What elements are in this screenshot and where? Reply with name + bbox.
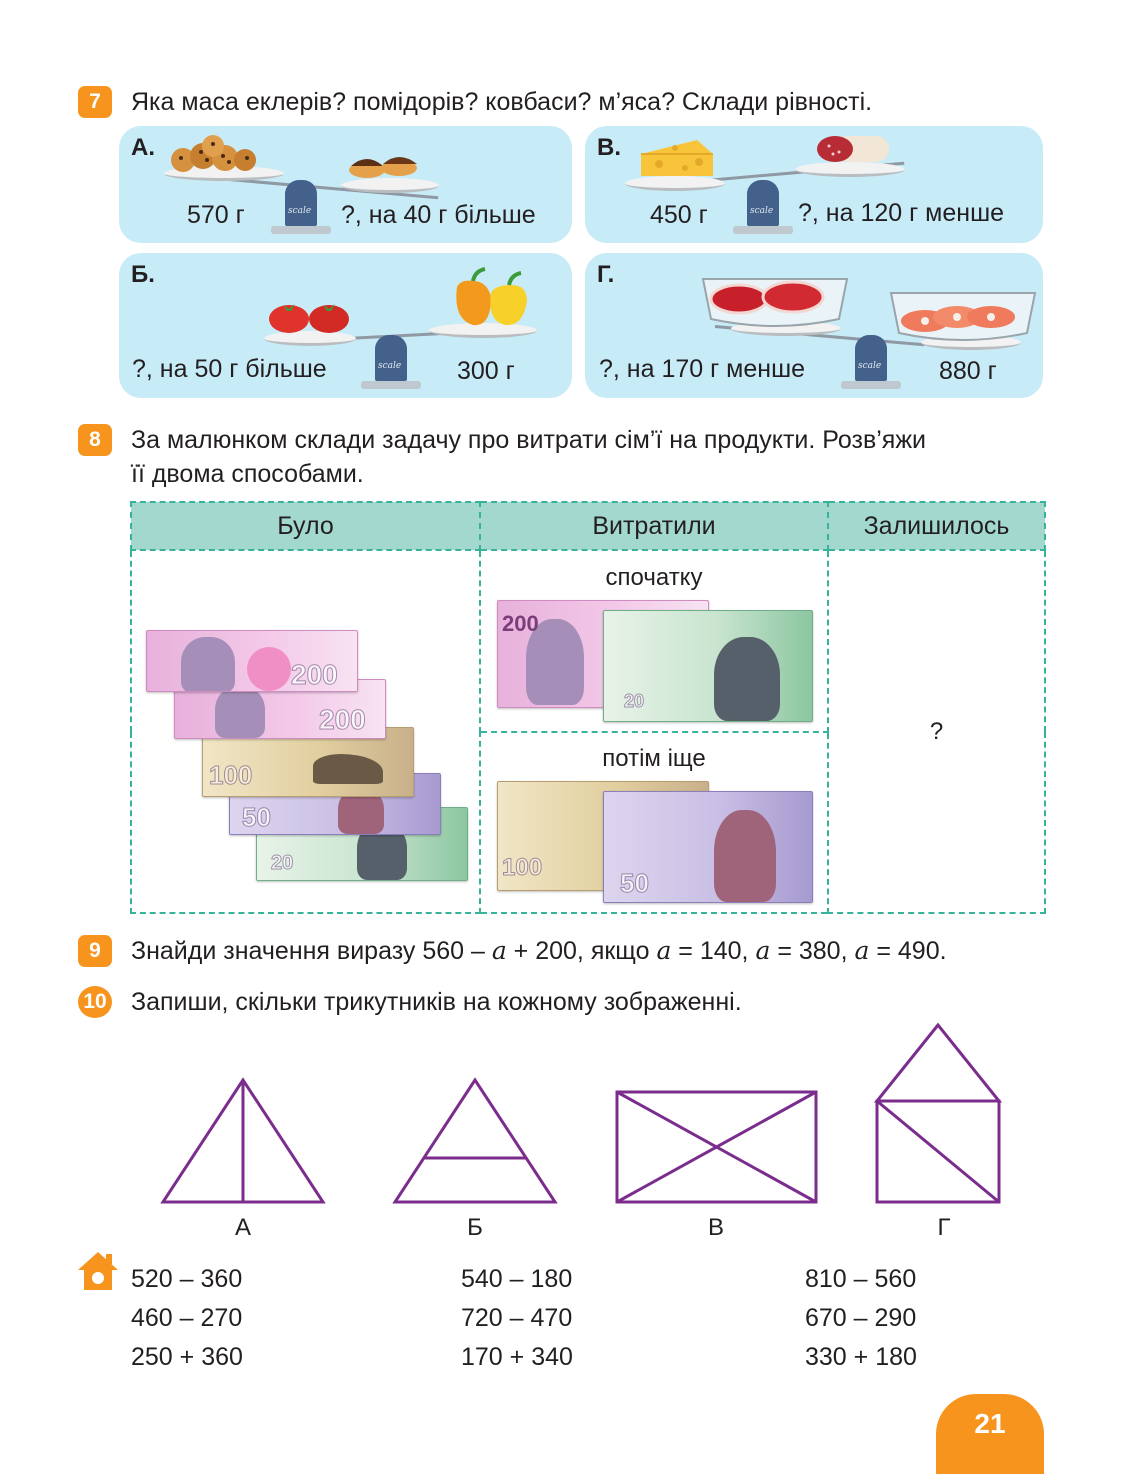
fish-bowl-icon — [887, 287, 1039, 343]
task-8-line-1: За малюнком склади задачу про витрати сім’ї на продукти. Розв’яжи — [131, 426, 927, 454]
had-cell — [131, 550, 480, 913]
expression: 540 – 180 — [461, 1265, 573, 1293]
panel-letter: В. — [597, 134, 621, 161]
panel-right-mass: ?, на 40 г більше — [341, 201, 536, 229]
expression: 520 – 360 — [131, 1265, 243, 1293]
eclairs-icon — [347, 148, 421, 180]
scale-base — [361, 381, 421, 389]
scale-icon: scale — [285, 180, 317, 226]
figure-label-b: Б — [467, 1214, 483, 1241]
panel-right-mass: ?, на 120 г менше — [798, 199, 1005, 227]
scale-panel-v — [585, 126, 1043, 243]
banknote-200: 200 — [497, 600, 709, 708]
scale-base — [271, 226, 331, 234]
spent-then-label: потім іще — [602, 745, 706, 773]
money-table — [130, 501, 1046, 914]
spent-first-label: спочатку — [605, 563, 703, 591]
spent-then-cell — [480, 732, 828, 914]
task-9-text: Знайди значення виразу 560 – a + 200, якщо a = 140, a = 380, a = 490. — [131, 936, 947, 965]
scale-panel-a — [119, 126, 572, 243]
banknote-200: 200 — [174, 679, 386, 739]
header-had: Було — [131, 502, 480, 550]
homework-col-2 — [461, 1260, 573, 1377]
panel-left-mass: ?, на 50 г більше — [132, 355, 327, 383]
scale-icon: scale — [375, 335, 407, 381]
panel-right-mass: 880 г — [939, 357, 997, 385]
task-10-number: 10 — [78, 986, 112, 1018]
panel-left-mass: 450 г — [650, 201, 708, 229]
expression: 170 + 340 — [461, 1343, 573, 1371]
figure-g — [877, 1025, 999, 1101]
cheese-icon — [637, 136, 717, 180]
banknote-20: 20 — [256, 807, 468, 881]
homework-col-3 — [805, 1260, 917, 1377]
scale-icon: scale — [747, 180, 779, 226]
expression: 250 + 360 — [131, 1343, 243, 1371]
expression: 670 – 290 — [805, 1304, 917, 1332]
banknote-50: 50 — [603, 791, 813, 903]
homework-col-1 — [131, 1260, 243, 1377]
scale-panel-b — [119, 253, 572, 398]
banknote-100: 100 — [202, 727, 414, 797]
scale-icon: scale — [855, 335, 887, 381]
header-spent: Витратили — [480, 502, 828, 550]
scale-base — [841, 381, 901, 389]
banknote-50: 50 — [229, 773, 441, 835]
task-8-line-2: її двома способами. — [131, 460, 364, 488]
triangle-figures — [0, 1015, 1133, 1215]
panel-right-mass: 300 г — [457, 357, 515, 385]
task-9-number: 9 — [78, 935, 112, 967]
figure-label-a: А — [234, 1214, 251, 1241]
panel-left-mass: 570 г — [187, 201, 245, 229]
cookies-icon — [167, 132, 259, 172]
remaining-cell — [828, 550, 1045, 913]
header-remaining: Залишилось — [828, 502, 1045, 550]
banknote-20: 20 — [603, 610, 813, 722]
task-10-text: Запиши, скільки трикутників на кожному зображенні. — [131, 988, 742, 1016]
remaining-value: ? — [929, 717, 944, 745]
right-plate — [341, 178, 439, 193]
task-7-number: 7 — [78, 86, 112, 118]
figure-b — [395, 1080, 555, 1202]
banknote-100: 100 — [497, 781, 709, 891]
expression: 720 – 470 — [461, 1304, 573, 1332]
tomatoes-icon — [267, 293, 353, 335]
house-icon — [76, 1250, 120, 1292]
expression: 460 – 270 — [131, 1304, 243, 1332]
expression: 330 + 180 — [805, 1343, 917, 1371]
figure-label-v: В — [707, 1214, 724, 1241]
scale-panel-g — [585, 253, 1043, 398]
page-number: 21 — [936, 1394, 1044, 1474]
panel-letter: Б. — [131, 261, 155, 288]
spent-first-cell — [480, 550, 828, 732]
banknote-200: 200 — [146, 630, 358, 692]
expression: 810 – 560 — [805, 1265, 917, 1293]
sausage-icon — [805, 132, 891, 166]
peppers-icon — [447, 267, 533, 329]
panel-letter: Г. — [597, 261, 615, 288]
task-8-number: 8 — [78, 424, 112, 456]
figure-label-g: Г — [937, 1214, 951, 1241]
panel-letter: А. — [131, 134, 155, 161]
meat-bowl-icon — [699, 273, 851, 329]
scale-base — [733, 226, 793, 234]
panel-left-mass: ?, на 170 г менше — [599, 355, 806, 383]
task-7-question: Яка маса еклерів? помідорів? ковбаси? м’яса? Склади рівності. — [131, 88, 873, 116]
